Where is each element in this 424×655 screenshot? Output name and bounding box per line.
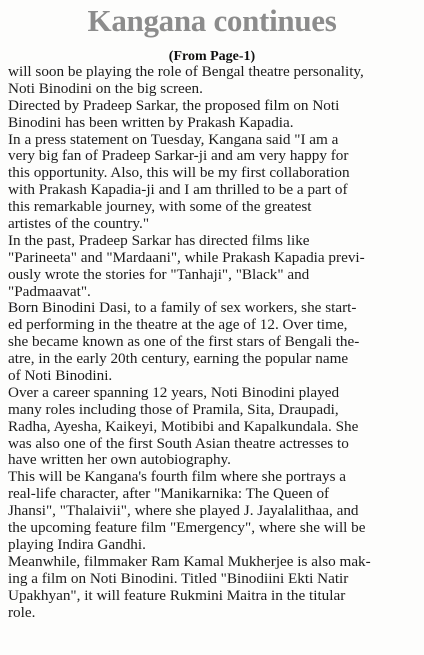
article-line: she became known as one of the first stars of Bengali the-: [8, 334, 360, 351]
continuation-note: (From Page-1): [168, 49, 256, 64]
article-line: role.: [8, 604, 36, 621]
article-line: In the past, Pradeep Sarkar has directed films like: [8, 232, 310, 249]
article-line: Noti Binodini on the big screen.: [8, 80, 203, 97]
article-line: this remarkable journey, with some of the greatest: [8, 199, 312, 216]
article-line: will soon be playing the role of Bengal theatre personality,: [8, 64, 364, 80]
article-line: ed performing in the theatre at the age of 12. Over time,: [8, 317, 348, 334]
article-line: ing a film on Noti Binodini. Titled "Binodiini Ekti Natir: [8, 570, 349, 587]
article-line: Radha, Ayesha, Kaikeyi, Motibibi and Kapalkundala. She: [8, 418, 359, 435]
article-line: "Parineeta" and "Mardaani", while Prakash Kapadia previ-: [8, 249, 365, 266]
article-line: Directed by Pradeep Sarkar, the proposed film on Noti: [8, 97, 340, 114]
article-line: This will be Kangana's fourth film where she portrays a: [8, 469, 347, 486]
article-line: "Padmaavat".: [8, 283, 91, 300]
article-line: Born Binodini Dasi, to a family of sex workers, she start-: [8, 300, 357, 317]
article-line: In a press statement on Tuesday, Kangana said "I am a: [8, 131, 339, 148]
article-line: Binodini has been written by Prakash Kapadia.: [8, 114, 294, 131]
article-line: artistes of the country.": [8, 216, 150, 233]
article-line: atre, in the early 20th century, earning the popular name: [8, 351, 349, 368]
article-line: ously wrote the stories for "Tanhaji", "Black" and: [8, 266, 310, 283]
article-line: of Noti Binodini.: [8, 368, 113, 385]
article-line: Meanwhile, filmmaker Ram Kamal Mukherjee is also mak-: [8, 553, 371, 570]
article-headline: Kangana continues: [87, 3, 337, 38]
article-line: this opportunity. Also, this will be my first collaboration: [8, 165, 350, 182]
article-line: Upakhyan", it will feature Rukmini Maitra in the titular: [8, 587, 346, 604]
article-line: have written her own autobiography.: [8, 452, 231, 469]
article-line: the upcoming feature film "Emergency", where she will be: [8, 520, 366, 537]
article-line: very big fan of Pradeep Sarkar-ji and am very happy for: [8, 148, 349, 165]
article-line: Jhansi", "Thalaivii", where she played J. Jayalalithaa, and: [8, 503, 359, 520]
article-line: with Prakash Kapadia-ji and I am thrilled to be a part of: [8, 182, 348, 199]
article-line: real-life character, after "Manikarnika: The Queen of: [8, 486, 330, 503]
article-line: playing Indira Gandhi.: [8, 536, 146, 553]
article-line: was also one of the first South Asian theatre actresses to: [8, 435, 349, 452]
article-line: many roles including those of Pramila, Sita, Draupadi,: [8, 401, 339, 418]
article-line: Over a career spanning 12 years, Noti Binodini played: [8, 384, 340, 401]
article-body: [8, 64, 418, 621]
